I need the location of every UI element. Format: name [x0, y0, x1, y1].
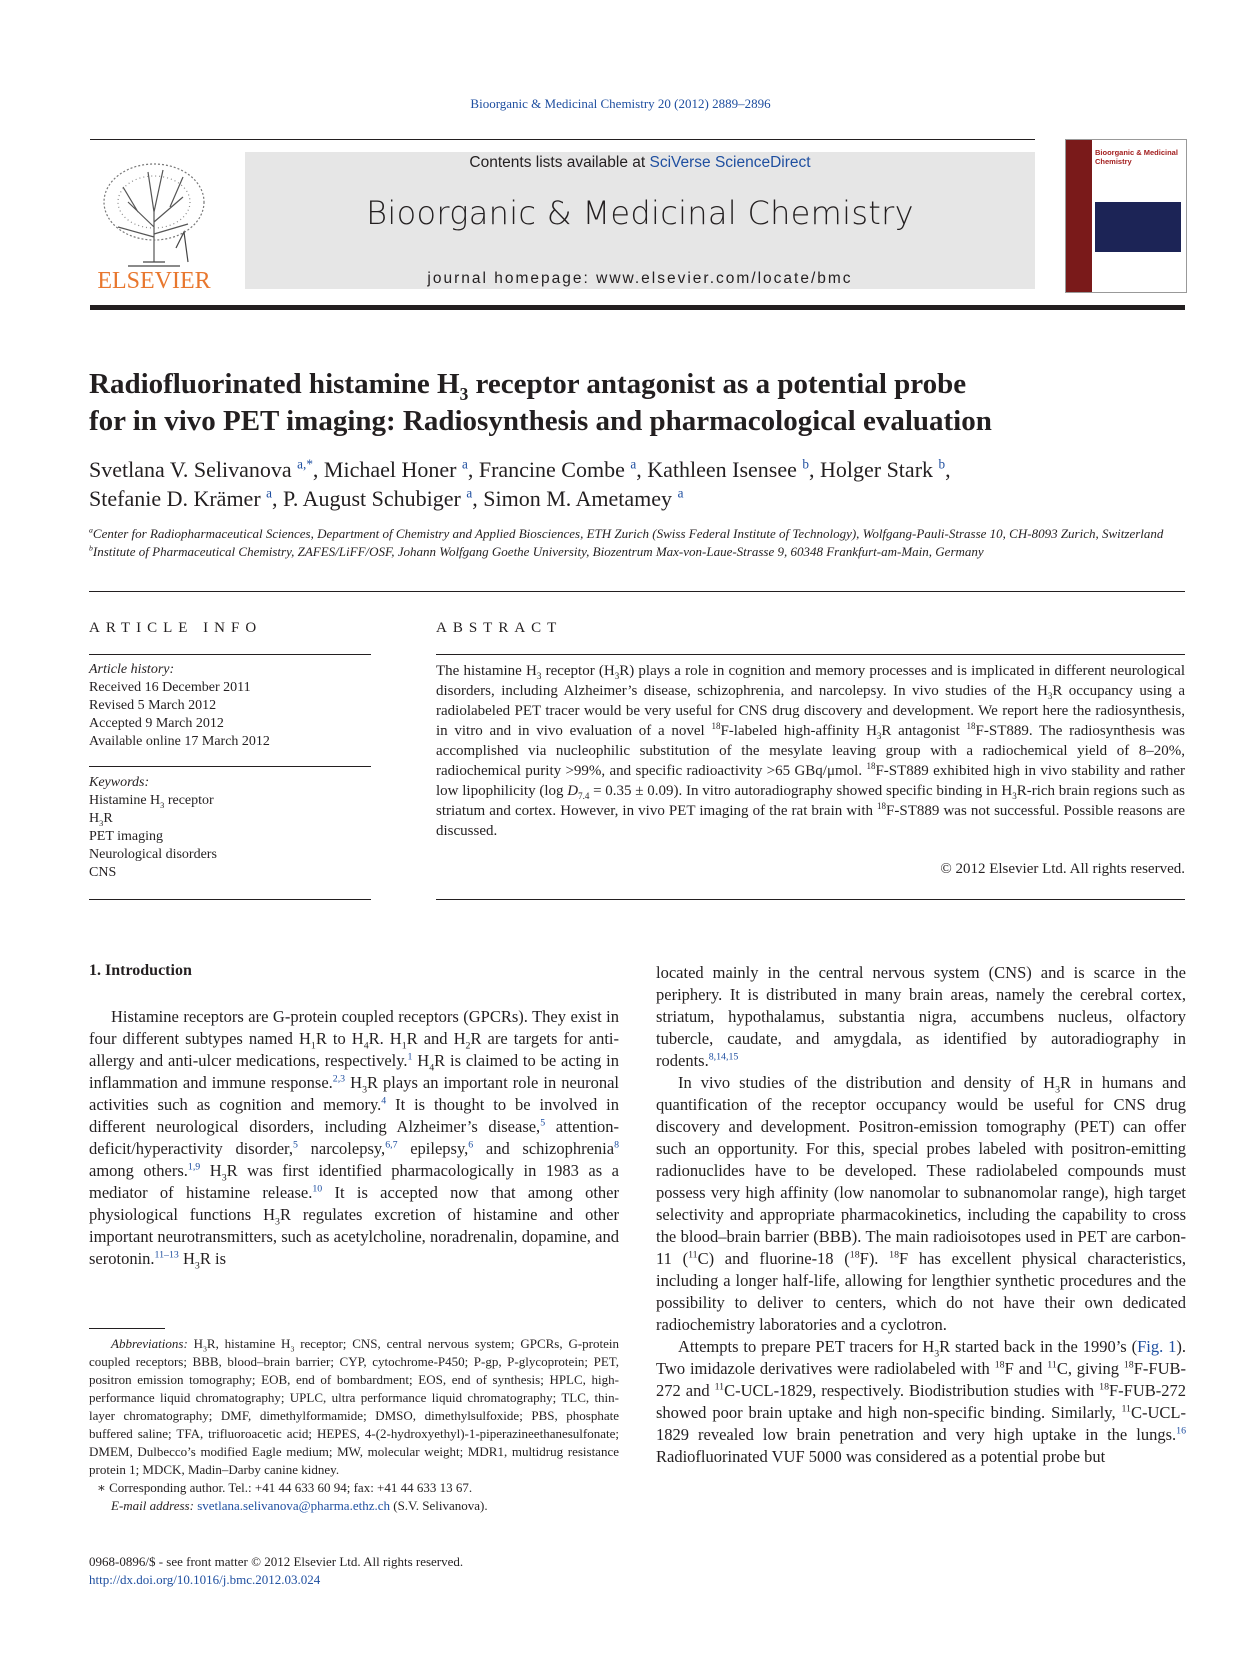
article-history: Article history: Received 16 December 2011 Revised 5 March 2012 Accepted 9 March 2012 Available online 17 March 2012	[89, 662, 270, 749]
keywords-rule	[89, 766, 371, 767]
journal-citation[interactable]: Bioorganic & Medicinal Chemistry 20 (2012) 2889–2896	[470, 96, 771, 111]
affiliation-b: $^b$Institute of Pharmaceutical Chemistry, ZAFES/LiFF/OSF, Johann Wolfgang Goethe University, Biozentrum Max-von-Laue-Strasse 9, 60348 Frankfurt-am-Main, Germany	[89, 543, 984, 559]
abstract-text: The histamine $H_3$ receptor $(H_3R)$ plays a role in cognition and memory processes and is implicated in different neurological disorders, including Alzheimer’s disease, schizophrenia, and narcolepsy. In vivo studies of the $H_3R$ occupancy using a radiolabeled PET tracer would be very useful for CNS drug discovery and development. We report here the radiosynthesis, in vitro and in vivo evaluation of a novel $^{18}$F-labeled high-affinity $H_3R$ antagonist $^{18}$F-ST889. The radiosynthesis was accomplished via nucleophilic substitution of the mesylate leaving group with a radiochemical yield of 8–20%, radiochemical purity >99%, and specific radioactivity >65 GBq/μmol. $^{18}$F-ST889 exhibited high in vivo stability and rather low lipophilicity (log $D_{7.4} = 0.35 \pm 0.09$). In vitro autoradiography showed specific binding in $H_3R$-rich brain regions such as striatum and cortex. However, in vivo PET imaging of the rat brain with $^{18}$F-ST889 was not successful. Possible reasons are discussed.	[436, 663, 1186, 839]
author[interactable]: Svetlana V. Selivanova	[89, 457, 292, 482]
journal-title: Bioorganic & Medicinal Chemistry	[366, 194, 914, 232]
body-column-right	[656, 962, 1186, 1468]
keyword: Neurological disorders	[89, 847, 217, 862]
keyword: CNS	[89, 865, 117, 880]
keyword: $H_3R$	[89, 811, 113, 828]
keyword: PET imaging	[89, 829, 164, 844]
abbreviations-footnote: Abbreviations: $H_3R$, histamine $H_3$ receptor; CNS, central nervous system; GPCRs, G-protein coupled receptors; BBB, blood–brain barrier; CYP, cytochrome-P450; P-gp, P-glycoprotein; PET, positron emission tomography; EOB, end of bombardment; EOS, end of synthesis; HPLC, high-performance liquid chromatography; UPLC, ultra performance liquid chromatography; TLC, thin-layer chromatography; DMF, dimethylformamide; DMSO, dimethylsulfoxide; PBS, phosphate buffered saline; TFA, trifluoroacetic acid; HEPES, 4-(2-hydroxyethyl)-1-piperazineethanesulfonate; DMEM, Dulbecco’s modified Eagle medium; MW, molecular weight; MDR1, multidrug resistance protein 1; MDCK, Madin–Darby canine kidney.	[89, 1336, 619, 1477]
section-heading-introduction: 1. Introduction	[89, 962, 192, 979]
journal-banner	[245, 152, 1035, 289]
paragraph: In vivo studies of the distribution and density of $H_3R$ in humans and quantification of the receptor occupancy would be useful for CNS drug discovery and development. Positron-emission tomography (PET) can offer such an opportunity. For this, special probes labeled with positron-emitting radionuclides have to be developed. These radiolabeled compounds must possess very high affinity (low nanomolar to subnanomolar range), high target selectivity and appropriate pharmacokinetics, including the capability to cross the blood–brain barrier (BBB). The main radioisotopes used in PET are carbon-11 ($^{11}$C) and fluorine-18 ($^{18}$F). $^{18}$F has excellent physical characteristics, including a longer half-life, allowing for lengthier synthetic procedures and the possibility to deliver to centers, which do not have their own dedicated radiochemistry laboratories and a cyclotron.	[656, 1073, 1187, 1334]
section-rule	[89, 591, 1185, 592]
email-link[interactable]: svetlana.selivanova@pharma.ethz.ch	[197, 1498, 390, 1513]
abstract-heading: ABSTRACT	[436, 620, 563, 636]
affiliations	[89, 525, 1189, 561]
front-matter	[89, 1553, 463, 1589]
sciencedirect-link[interactable]: SciVerse ScienceDirect	[649, 154, 811, 171]
article-title: Radiofluorinated histamine $H_3$ receptor antagonist as a potential probe for in vivo PET imaging: Radiosynthesis and pharmacological evaluation	[89, 368, 992, 437]
body-column-left	[89, 1006, 619, 1270]
elsevier-logo	[88, 152, 220, 294]
author[interactable]: Michael Honer	[323, 457, 457, 482]
abstract-rule	[436, 654, 1185, 655]
keywords: Keywords: Histamine $H_3$ receptor $H_3R$ PET imaging Neurological disorders CNS	[89, 775, 217, 880]
author[interactable]: Francine Combe	[478, 457, 625, 482]
paragraph: Attempts to prepare PET tracers for $H_3R$ started back in the 1990’s (Fig. 1). Two imidazole derivatives were radiolabeled with $^{18}$F and $^{11}$C, giving $^{18}$F-FUB-272 and $^{11}$C-UCL-1829, respectively. Biodistribution studies with $^{18}$F-FUB-272 showed poor brain uptake and high non-specific binding. Similarly, $^{11}$C-UCL-1829 revealed low brain penetration and very high uptake in the lungs.$^{16}$ Radiofluorinated VUF 5000 was considered as a potential probe but	[656, 1337, 1187, 1466]
abstract-bottom-rule	[436, 899, 1185, 900]
article-info-heading: ARTICLE INFO	[89, 620, 263, 636]
header-thick-rule	[90, 305, 1185, 310]
author[interactable]: Simon M. Ametamey	[483, 486, 673, 511]
author[interactable]: P. August Schubiger	[283, 486, 461, 511]
author[interactable]: Holger Stark	[819, 457, 934, 482]
elsevier-wordmark: ELSEVIER	[97, 268, 211, 294]
contents-line	[245, 154, 1035, 172]
cover-title: Bioorganic & Medicinal Chemistry	[1095, 148, 1178, 166]
elsevier-tree-icon	[88, 152, 220, 294]
affiliation-a: $^a$Center for Radiopharmaceutical Sciences, Department of Chemistry and Applied Biosciences, ETH Zurich (Swiss Federal Institute of Technology), Wolfgang-Pauli-Strasse 10, CH-8093 Zurich, Switzerland	[89, 525, 1164, 541]
abstract-copyright: © 2012 Elsevier Ltd. All rights reserved.	[940, 861, 1185, 877]
author[interactable]: Stefanie D. Krämer	[89, 486, 261, 511]
cover-image	[1095, 202, 1181, 252]
doi-link[interactable]: http://dx.doi.org/10.1016/j.bmc.2012.03.024	[89, 1572, 321, 1587]
cover-band	[1066, 140, 1092, 292]
issn-line: 0968-0896/$ - see front matter © 2012 Elsevier Ltd. All rights reserved.	[89, 1554, 464, 1569]
corresponding-author: ∗ Corresponding author. Tel.: +41 44 633 60 94; fax: +41 44 633 13 67.	[97, 1480, 473, 1495]
contents-prefix: Contents lists available at	[469, 154, 650, 171]
journal-cover	[1065, 139, 1187, 293]
author[interactable]: Kathleen Isensee	[647, 457, 797, 482]
paragraph: located mainly in the central nervous system (CNS) and is scarce in the periphery. It is distributed in many brain areas, namely the cerebral cortex, striatum, hypothalamus, substantia nigra, accumbens nucleus, olfactory tubercle, caudate, and amygdala, as identified by autoradiography in rodents.$^{8,14,15}$	[656, 963, 1186, 1070]
journal-homepage[interactable]: journal homepage: www.elsevier.com/locate/bmc	[427, 270, 853, 287]
info-rule	[89, 654, 371, 655]
keyword: Histamine $H_3$ receptor	[89, 793, 214, 810]
header-rule	[90, 139, 1035, 140]
footnotes	[89, 1335, 619, 1515]
author-list: Svetlana V. Selivanova $^{a,*}$, Michael Honer $^a$, Francine Combe $^a$, Kathleen Isensee $^b$, Holger Stark $^b$, Stefanie D. Krämer $^a$, P. August Schubiger $^a$, Simon M. Ametamey $^a$	[89, 456, 951, 511]
footnote-rule	[89, 1328, 165, 1329]
info-bottom-rule	[89, 899, 371, 900]
email-footnote: E-mail address: svetlana.selivanova@pharma.ethz.ch (S.V. Selivanova).	[111, 1498, 488, 1513]
paragraph: Histamine receptors are G-protein coupled receptors (GPCRs). They exist in four different subtypes named $H_1R$ to $H_4R$. $H_1R$ and $H_2R$ are targets for anti-allergy and anti-ulcer medications, respectively.$^1$ $H_4R$ is claimed to be acting in inflammation and immune response.$^{2,3}$ $H_3R$ plays an important role in neuronal activities such as cognition and memory.$^4$ It is thought to be involved in different neurological disorders, including Alzheimer’s disease,$^5$ attention-deficit/hyperactivity disorder,$^5$ narcolepsy,$^{6,7}$ epilepsy,$^6$ and schizophrenia$^8$ among others.$^{1,9}$ $H_3R$ was first identified pharmacologically in 1983 as a mediator of histamine release.$^{10}$ It is accepted now that among other physiological functions $H_3R$ regulates excretion of histamine and other important neurotransmitters, such as acetylcholine, noradrenalin, dopamine, and serotonin.$^{11-13}$ $H_3R$ is	[89, 1007, 620, 1272]
